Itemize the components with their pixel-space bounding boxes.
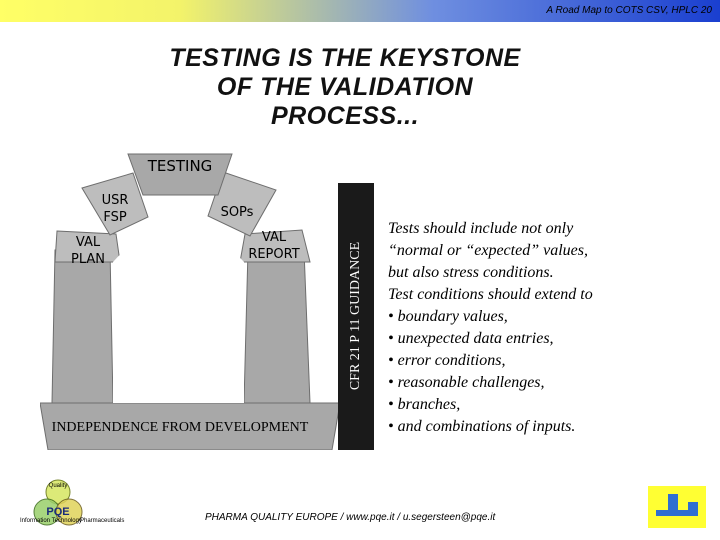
guidance-label: CFR 21 P 11 GUIDANCE <box>348 241 363 391</box>
title-line-2: OF THE VALIDATION <box>216 73 474 101</box>
note-line: Test conditions should extend to <box>388 286 593 303</box>
val-report-line-2: REPORT <box>248 247 300 262</box>
arch-opening <box>113 226 244 403</box>
val-plan-line-2: PLAN <box>71 252 105 267</box>
left-column <box>52 250 113 403</box>
val-report-label <box>240 229 308 263</box>
slide-title <box>110 44 580 131</box>
logo-center-text: PQE <box>46 506 70 518</box>
brand-mark-icon <box>648 486 706 528</box>
sops-label: SOPs <box>220 205 254 220</box>
note-line: • and combinations of inputs. <box>388 418 576 435</box>
note-line: but also stress conditions. <box>388 264 554 281</box>
pqe-logo-icon <box>18 478 138 533</box>
brand-shape-icon <box>648 486 706 528</box>
arch-diagram <box>40 150 340 450</box>
fsp-label: FSP <box>103 210 127 225</box>
logo-right-text: Pharmaceuticals <box>80 518 125 524</box>
testing-notes <box>388 218 718 438</box>
keystone-label: TESTING <box>147 157 213 175</box>
slide-header: A Road Map to COTS CSV, HPLC 20 <box>546 5 712 16</box>
val-plan-label <box>60 234 116 268</box>
right-column <box>244 250 310 403</box>
logo-top-text: Quality <box>48 483 68 489</box>
usr-fsp-label <box>90 192 140 226</box>
title-line-1: TESTING IS THE KEYSTONE <box>169 44 521 72</box>
note-line: • branches, <box>388 396 461 413</box>
base-label: INDEPENDENCE FROM DEVELOPMENT <box>51 420 309 435</box>
footer-text: PHARMA QUALITY EUROPE / www.pqe.it / u.segersteen@pqe.it <box>205 512 496 523</box>
logo-left-text: Information Technology <box>20 518 82 524</box>
note-line: • reasonable challenges, <box>388 374 545 391</box>
usr-label: USR <box>101 193 129 208</box>
note-line: Tests should include not only <box>388 220 574 237</box>
title-line-3: PROCESS... <box>270 102 420 130</box>
val-plan-line-1: VAL <box>75 235 101 250</box>
note-line: • boundary values, <box>388 308 508 325</box>
note-line: “normal or “expected” values, <box>388 242 588 259</box>
note-line: • error conditions, <box>388 352 506 369</box>
val-report-line-1: VAL <box>261 230 287 245</box>
note-line: • unexpected data entries, <box>388 330 554 347</box>
